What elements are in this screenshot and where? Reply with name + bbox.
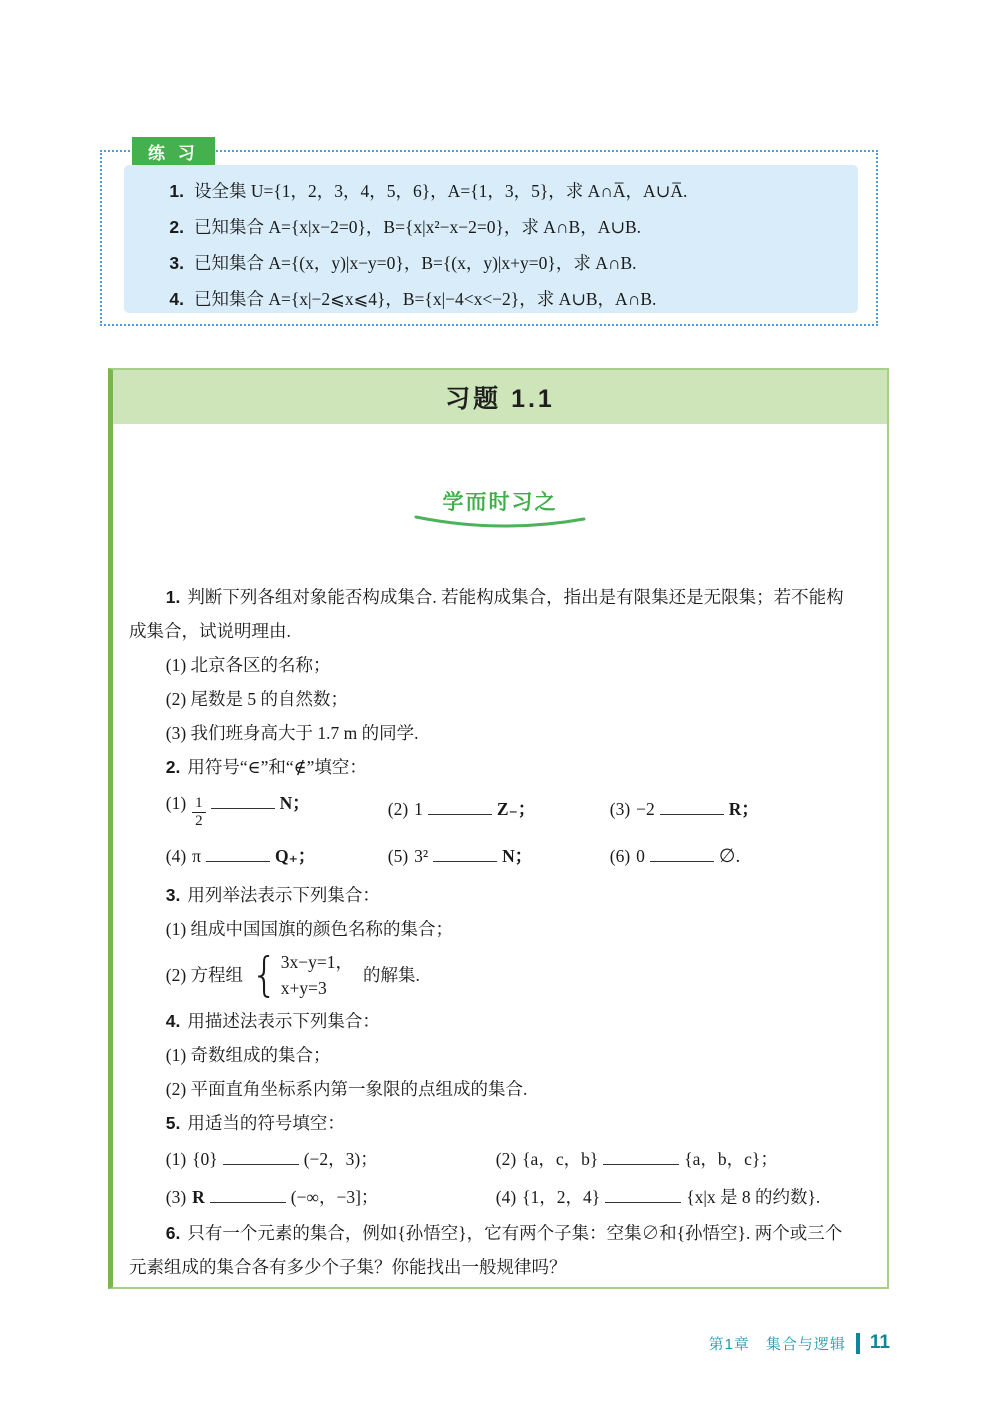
system-suffix: 的解集.: [363, 965, 420, 985]
question-number: 1.: [165, 587, 181, 607]
fill-item: [388, 839, 610, 873]
fill-number: (5): [387, 846, 409, 866]
practice-box: [100, 144, 878, 326]
system-prefix: (2) 方程组: [165, 965, 244, 985]
question-text: 只有一个元素的集合，例如{孙悟空}，它有两个子集：空集∅和{孙悟空}. 两个或三个元素组成的集合各有多少个子集？你能找出一般规律吗？: [129, 1223, 843, 1277]
question-text: 用符号“∈”和“∉”填空：: [187, 757, 367, 777]
page-number: 11: [869, 1332, 890, 1353]
question-3-sub: (1) 组成中国国旗的颜色名称的集合；: [165, 919, 454, 939]
question-4-sub: (1) 奇数组成的集合；: [165, 1045, 331, 1065]
fill-target: N；: [502, 846, 533, 866]
question-2: [129, 750, 857, 784]
badge-text: 学而时习之: [442, 491, 558, 514]
fill-item: [496, 1140, 778, 1178]
question-1-sub: (1) 北京各区的名称；: [165, 655, 331, 675]
fill-item: [166, 1178, 496, 1216]
blank-line: [210, 1202, 286, 1203]
item-text: 设全集 U={1，2，3，4，5，6}，A={1，3，5}，求 A∩A̅，A∪A̅.: [194, 181, 688, 201]
fill-right: {x|x 是 8 的约数}.: [686, 1187, 821, 1207]
blank-line: [603, 1164, 679, 1165]
fill-item: [610, 839, 740, 874]
fraction-numerator: 1: [192, 795, 206, 813]
fill-value: 3²: [414, 846, 429, 866]
item-number: 4.: [169, 289, 184, 309]
fill-item: [166, 786, 388, 832]
fill-item: [166, 839, 388, 873]
question-4-sub: (2) 平面直角坐标系内第一象限的点组成的集合.: [165, 1079, 528, 1099]
question-text: 用列举法表示下列集合：: [187, 885, 380, 905]
blank-line: [206, 861, 270, 862]
blank-line: [428, 814, 492, 815]
fill-left: R: [192, 1187, 205, 1207]
fill-number: (3): [609, 799, 631, 819]
fill-number: (2): [495, 1149, 517, 1169]
fill-number: (6): [609, 845, 631, 866]
swoosh-underline: [410, 513, 590, 530]
exercise-body: [113, 530, 887, 1284]
fill-number: (4): [495, 1187, 517, 1207]
page-footer: [0, 1332, 890, 1354]
section-badge: [113, 486, 887, 530]
fill-value: −2: [636, 799, 655, 819]
equation-stack: [281, 949, 353, 1001]
question-number: 5.: [165, 1113, 181, 1133]
item-text: 已知集合 A={x|x−2=0}，B={x|x²−x−2=0}，求 A∩B，A∪B.: [194, 217, 642, 237]
fill-target: ∅.: [718, 845, 741, 867]
fill-item: [388, 792, 610, 826]
item-number: 3.: [169, 253, 184, 273]
blank-line: [433, 861, 497, 862]
practice-item: [158, 281, 842, 317]
fill-item: [166, 1140, 496, 1178]
question-3-system: [129, 946, 857, 1004]
item-number: 2.: [169, 217, 184, 237]
exercise-box: [108, 368, 889, 1289]
practice-item: [158, 173, 842, 209]
question-4: [129, 1004, 857, 1038]
question-2-row: [129, 834, 857, 878]
practice-item: [158, 209, 842, 245]
question-number: 2.: [165, 757, 181, 777]
fill-number: (1): [165, 793, 187, 814]
blank-line: [223, 1164, 299, 1165]
chapter-title: 第1章 集合与逻辑: [708, 1335, 846, 1353]
item-text: 已知集合 A={(x，y)|x−y=0}，B={(x，y)|x+y=0}，求 A∩B.: [194, 253, 637, 273]
fill-number: (4): [165, 846, 187, 866]
question-number: 6.: [165, 1223, 181, 1243]
footer-divider: [856, 1333, 860, 1354]
fill-target: Z₋；: [496, 799, 536, 819]
fill-item: [496, 1178, 821, 1216]
fill-right: (−2，3)；: [303, 1149, 378, 1169]
blank-line: [211, 808, 275, 809]
fill-left: {1，2，4}: [522, 1187, 601, 1207]
fill-left: {a，c，b}: [522, 1149, 599, 1169]
fill-right: {a，b，c}；: [684, 1149, 778, 1169]
fill-number: (1): [165, 1149, 187, 1169]
question-5: [129, 1106, 857, 1140]
question-number: 3.: [165, 885, 181, 905]
question-5-row: [129, 1140, 857, 1178]
question-text: 用适当的符号填空：: [187, 1113, 345, 1133]
fraction: [192, 795, 206, 830]
fill-number: (3): [165, 1187, 187, 1207]
equation-1: 3x−y=1，: [280, 952, 354, 972]
fill-value: 1: [414, 799, 423, 819]
practice-content: [124, 165, 858, 313]
blank-line: [650, 861, 714, 862]
fill-target: Q₊；: [275, 846, 316, 866]
question-3: [129, 878, 857, 912]
question-6: [129, 1216, 857, 1284]
brace-symbol: {: [251, 947, 278, 1002]
fraction-denominator: 2: [195, 813, 203, 829]
fill-target: N；: [279, 793, 310, 814]
question-1: [129, 580, 857, 648]
question-text: 判断下列各组对象能否构成集合. 若能构成集合，指出是有限集还是无限集；若不能构成集合，试说明理由.: [129, 587, 844, 641]
question-2-row: [129, 784, 857, 834]
fill-right: (−∞，−3]；: [290, 1187, 379, 1207]
fill-value: π: [192, 846, 201, 866]
item-text: 已知集合 A={x|−2⩽x⩽4}，B={x|−4<x<−2}，求 A∪B，A∩B.: [194, 289, 657, 309]
equation-2: x+y=3: [280, 978, 327, 998]
fill-value: 0: [636, 845, 645, 866]
question-1-sub: (3) 我们班身高大于 1.7 m 的同学.: [165, 723, 419, 743]
fill-left: {0}: [192, 1149, 218, 1169]
fill-item: [610, 792, 759, 826]
question-number: 4.: [165, 1011, 181, 1031]
fill-target: R；: [728, 799, 759, 819]
exercise-title: 习题 1.1: [113, 370, 887, 424]
blank-line: [660, 814, 724, 815]
question-5-row: [129, 1178, 857, 1216]
practice-item: [158, 245, 842, 281]
fill-number: (2): [387, 799, 409, 819]
question-1-sub: (2) 尾数是 5 的自然数；: [165, 689, 349, 709]
practice-label: 练 习: [132, 137, 215, 166]
blank-line: [605, 1202, 681, 1203]
item-number: 1.: [169, 181, 184, 201]
question-text: 用描述法表示下列集合：: [187, 1011, 380, 1031]
